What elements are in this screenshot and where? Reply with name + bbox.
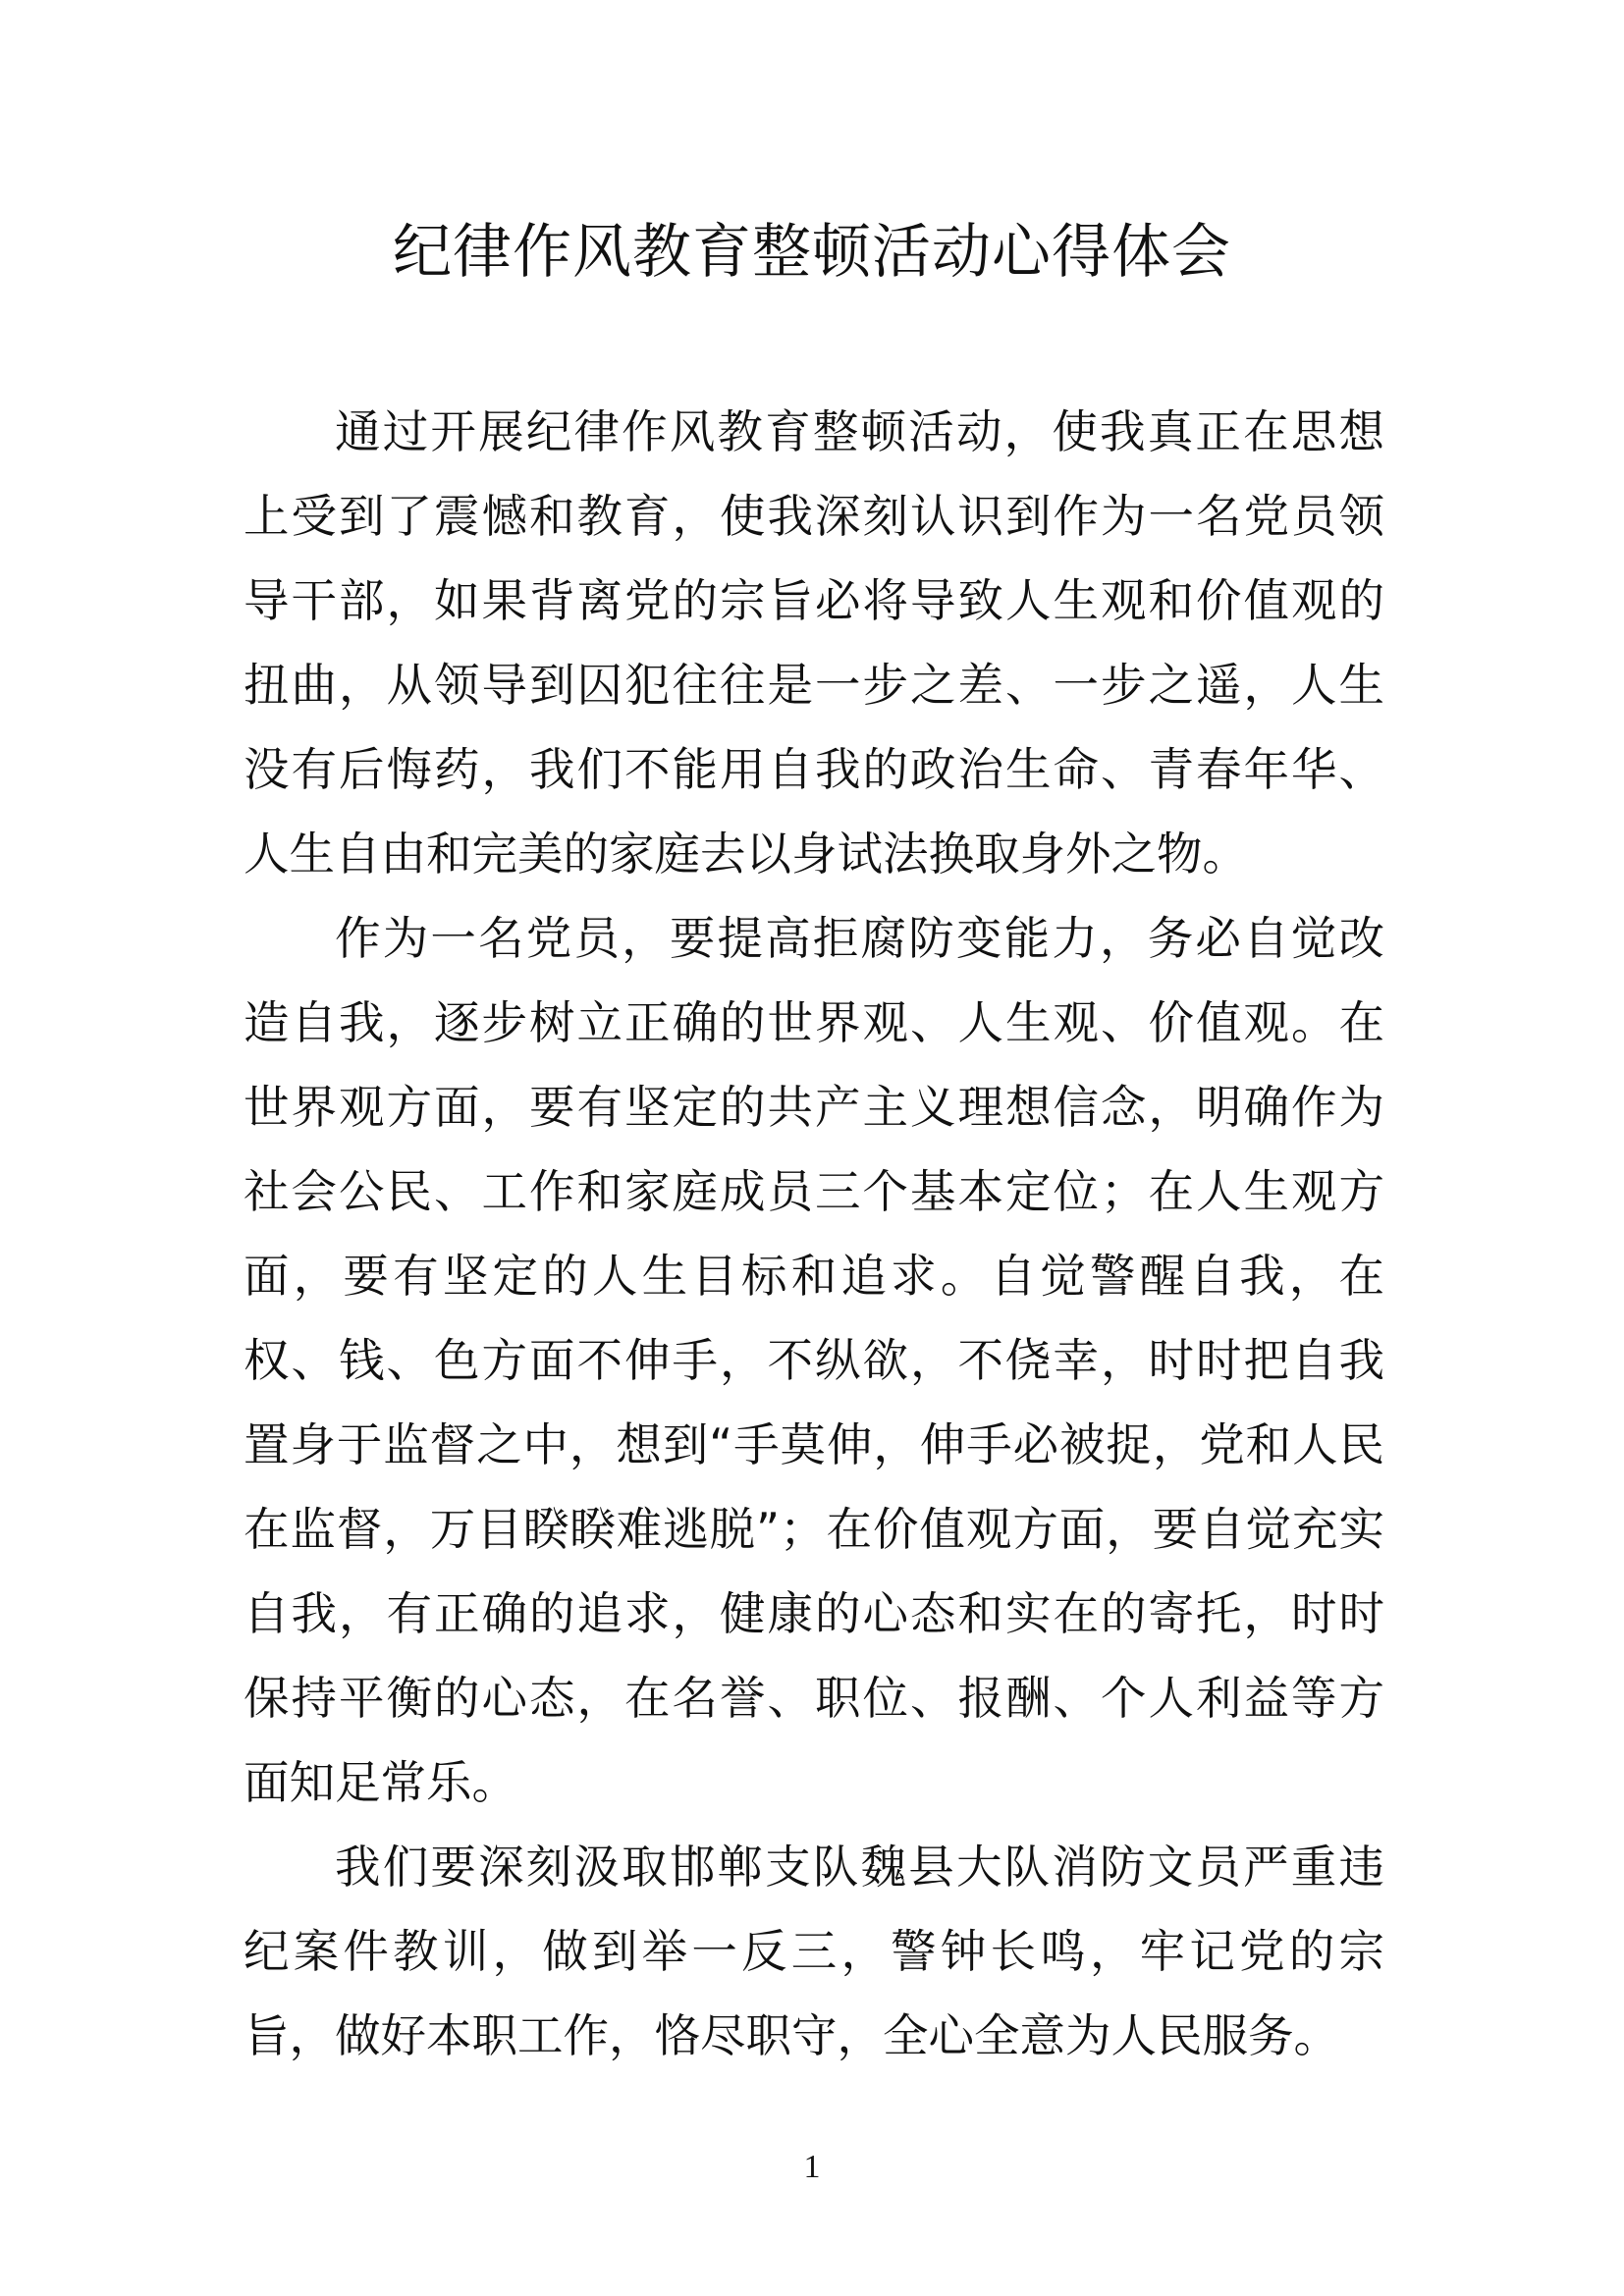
paragraph-3: 我们要深刻汲取邯郸支队魏县大队消防文员严重违纪案件教训，做到举一反三，警钟长鸣，牢记党的宗旨，做好本职工作，恪尽职守，全心全意为人民服务。 bbox=[244, 1841, 1384, 2062]
paragraph-2: 作为一名党员，要提高拒腐防变能力，务必自觉改造自我，逐步树立正确的世界观、人生观、价值观。在世界观方面，要有坚定的共产主义理想信念，明确作为社会公民、工作和家庭成员三个基本定位；在人生观方面，要有坚定的人生目标和追求。自觉警醒自我，在权、钱、色方面不伸手，不纵欲，不侥幸，时时把自我置身于监督之中，想到“手莫伸，伸手必被捉，党和人民在监督，万目睽睽难逃脱”；在价值观方面，要自觉充实自我，有正确的追求，健康的心态和实在的寄托，时时保持平衡的心态，在名誉、职位、报酬、个人利益等方面知足常乐。 bbox=[244, 912, 1384, 1809]
document-body bbox=[244, 390, 1384, 2078]
document-title: 纪律作风教育整顿活动心得体会 bbox=[393, 218, 1231, 287]
page-number: 1 bbox=[803, 2149, 821, 2185]
paragraph-1: 通过开展纪律作风教育整顿活动，使我真正在思想上受到了震憾和教育，使我深刻认识到作为一名党员领导干部，如果背离党的宗旨必将导致人生观和价值观的扭曲，从领导到囚犯往往是一步之差、一步之遥，人生没有后悔药，我们不能用自我的政治生命、青春年华、人生自由和完美的家庭去以身试法换取身外之物。 bbox=[244, 405, 1384, 881]
